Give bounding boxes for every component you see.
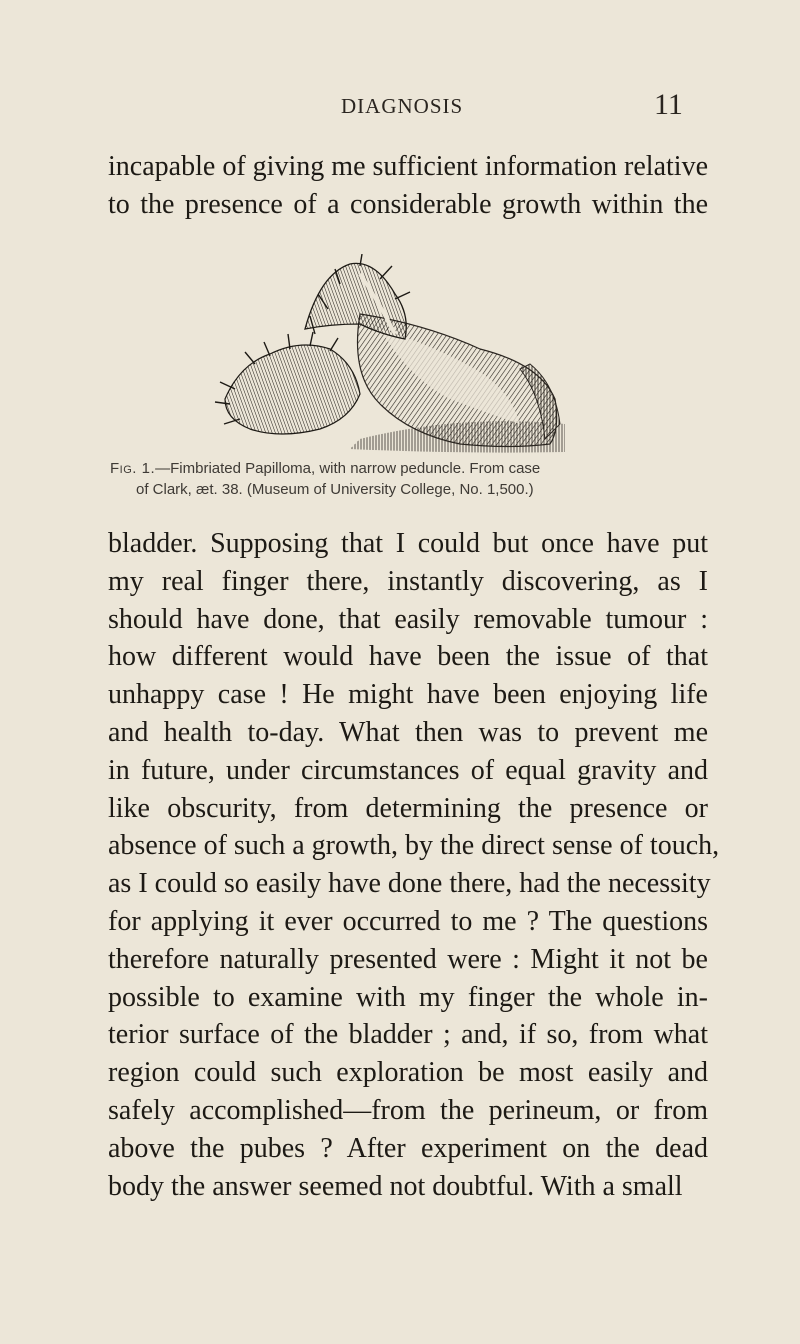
caption-text-1: —Fimbriated Papilloma, with narrow peduncle. From case: [155, 460, 541, 477]
caption-line-1: [110, 458, 710, 479]
text-line: how different would have been the issue of that: [108, 641, 708, 673]
caption-line-2: of Clark, æt. 38. (Museum of University College, No. 1,500.): [136, 481, 534, 498]
page-number: 11: [654, 88, 683, 121]
figure-caption: [110, 458, 710, 500]
papilloma-illustration: [210, 254, 575, 459]
text-line: and health to-day. What then was to prevent me: [108, 716, 708, 748]
running-head: [0, 88, 800, 126]
text-line: incapable of giving me sufficient information relative: [108, 151, 708, 182]
text-line: like obscurity, from determining the presence or: [108, 792, 708, 824]
text-line: above the pubes ? After experiment on the dead: [108, 1132, 708, 1164]
text-line: therefore naturally presented were : Might it not be: [108, 943, 708, 975]
text-line: my real finger there, instantly discovering, as I: [108, 565, 708, 597]
text-line: for applying it ever occurred to me ? The questions: [108, 905, 708, 937]
text-line: should have done, that easily removable tumour :: [108, 603, 708, 635]
text-line: terior surface of the bladder ; and, if so, from what: [108, 1019, 708, 1051]
text-line: body the answer seemed not doubtful. With a small: [108, 1170, 683, 1202]
text-line: absence of such a growth, by the direct sense of touch,: [108, 830, 720, 862]
text-line: safely accomplished—from the perineum, or from: [108, 1094, 708, 1126]
text-line: bladder. Supposing that I could but once have put: [108, 528, 708, 559]
figure-label: Fig. 1.: [110, 460, 156, 477]
paragraph-after-figure: [108, 525, 720, 1205]
text-line: to the presence of a considerable growth within the: [108, 188, 708, 220]
paragraph-before-figure: [108, 148, 708, 224]
running-head-title: DIAGNOSIS: [341, 94, 464, 118]
papilloma-engraving: [210, 254, 575, 459]
text-line: region could such exploration be most easily and: [108, 1057, 708, 1089]
text-line: unhappy case ! He might have been enjoying life: [108, 679, 708, 711]
text-line: in future, under circumstances of equal gravity and: [108, 754, 708, 786]
text-line: possible to examine with my finger the whole in-: [108, 981, 708, 1013]
text-line: as I could so easily have done there, had the necessity: [108, 868, 711, 900]
